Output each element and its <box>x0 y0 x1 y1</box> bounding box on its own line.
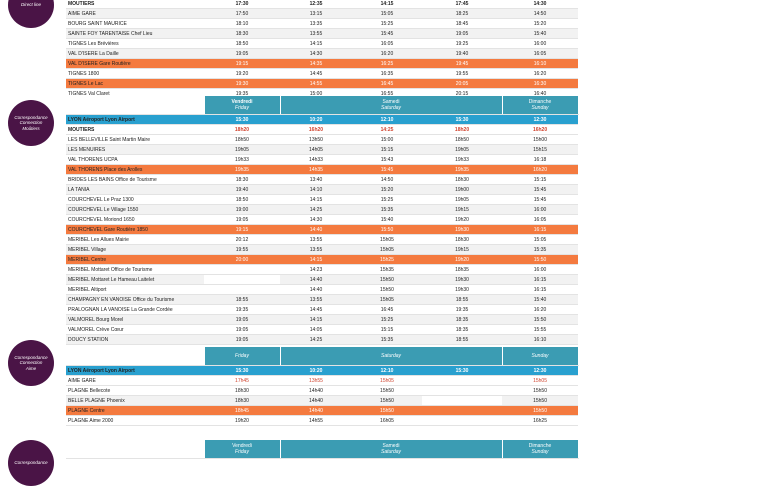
departure-time: 17:30 <box>204 0 280 9</box>
stop-name: LES BELLEVILLE Saint Martin Maire <box>66 135 204 145</box>
departure-time: 15h35 <box>352 265 422 275</box>
stop-name: MERIBEL Les Allues Mairie <box>66 235 204 245</box>
departure-time: 19h20 <box>204 416 280 426</box>
departure-time: 16:15 <box>502 285 578 295</box>
departure-time: 18:25 <box>422 9 502 19</box>
departure-time: 14h33 <box>280 155 352 165</box>
stop-name: COURCHEVEL Le Praz 1300 <box>66 195 204 205</box>
departure-time: 16:45 <box>352 305 422 315</box>
departure-time: 16:30 <box>502 79 578 89</box>
stop-name: PLAGNE Bellecote <box>66 386 204 396</box>
departure-time: 15h50 <box>502 406 578 416</box>
departure-time: 14:15 <box>352 0 422 9</box>
table-row <box>66 185 578 195</box>
departure-time: 14:30 <box>502 0 578 9</box>
departure-time: 18h50 <box>422 135 502 145</box>
stop-name: MERIBEL Mottaret Le Hameau Laitelet <box>66 275 204 285</box>
table-row <box>66 125 578 135</box>
stop-name: LYON Aéroport Lyon Airport <box>66 115 204 125</box>
departure-time: 18:35 <box>422 315 502 325</box>
departure-time: 18h50 <box>204 135 280 145</box>
table-row <box>66 205 578 215</box>
departure-time: 14:15 <box>280 195 352 205</box>
departure-time: 14h35 <box>280 165 352 175</box>
table-row <box>66 49 578 59</box>
badge-connection-moutiers <box>8 100 54 146</box>
stop-name: TIGNES Le Lac <box>66 79 204 89</box>
departure-time: 15h50 <box>352 386 422 396</box>
stop-name: PLAGNE Aime 2000 <box>66 416 204 426</box>
stop-name: TIGNES Les Brévières <box>66 39 204 49</box>
departure-time: 19:35 <box>204 89 280 99</box>
departure-time: 15:50 <box>352 225 422 235</box>
departure-time: 13:55 <box>280 29 352 39</box>
departure-time: 18:55 <box>422 335 502 345</box>
stop-name: LA TANIA <box>66 185 204 195</box>
departure-time: 14:40 <box>280 285 352 295</box>
departure-time: 14:50 <box>352 175 422 185</box>
stop-name: MOUTIERS <box>66 0 204 9</box>
departure-time: 15:40 <box>502 295 578 305</box>
departure-time: 14h40 <box>280 396 352 406</box>
departure-time: 16:10 <box>502 59 578 69</box>
stop-name: PRALOGNAN LA VANOISE La Grande Cordée <box>66 305 204 315</box>
table-row <box>66 235 578 245</box>
badge-line: Moûtiers <box>22 125 40 131</box>
departure-time: 14h40 <box>280 406 352 416</box>
table-row <box>66 335 578 345</box>
departure-time: 18h30 <box>422 235 502 245</box>
header-sunday: Sunday <box>502 347 578 366</box>
departure-time: 19h20 <box>422 215 502 225</box>
departure-time: 15:25 <box>352 195 422 205</box>
table-row <box>66 145 578 155</box>
departure-time: 13:55 <box>280 245 352 255</box>
departure-time: 19:05 <box>204 49 280 59</box>
header-saturday: Samedi Saturday <box>280 96 502 115</box>
departure-time: 15:20 <box>502 19 578 29</box>
departure-time: 17h45 <box>204 376 280 386</box>
departure-time: 16:35 <box>352 69 422 79</box>
departure-time: 15h15 <box>502 145 578 155</box>
table-row <box>66 325 578 335</box>
stop-name: VALMOREL Crève Cœur <box>66 325 204 335</box>
table-row <box>66 396 578 406</box>
departure-time: 19:45 <box>422 59 502 69</box>
table-row <box>66 225 578 235</box>
departure-time: 19:40 <box>422 49 502 59</box>
departure-time: 14:40 <box>280 225 352 235</box>
departure-time: 16:15 <box>502 275 578 285</box>
table-row <box>66 39 578 49</box>
stop-name: LES MENUIRES <box>66 145 204 155</box>
departure-time: 14:23 <box>280 265 352 275</box>
departure-time: 15:50 <box>502 255 578 265</box>
stop-name: VAL THORENS UCPA <box>66 155 204 165</box>
departure-time: 14:35 <box>280 59 352 69</box>
departure-time: 19:05 <box>422 29 502 39</box>
departure-time: 15h50 <box>502 386 578 396</box>
stop-name: LYON Aéroport Lyon Airport <box>66 366 204 376</box>
departure-time: 15:43 <box>352 155 422 165</box>
departure-time: 15:25 <box>352 19 422 29</box>
departure-time: 16:20 <box>502 305 578 315</box>
departure-time: 19:30 <box>204 79 280 89</box>
table-row <box>66 315 578 325</box>
departure-time: 19:05 <box>204 325 280 335</box>
stop-name: DOUCY STATION <box>66 335 204 345</box>
header-friday: Friday <box>204 347 280 366</box>
departure-time: 12:35 <box>280 0 352 9</box>
departure-time: 12:30 <box>502 115 578 125</box>
table-row <box>66 215 578 225</box>
departure-time: 18:50 <box>204 195 280 205</box>
departure-time: 19h00 <box>422 185 502 195</box>
departure-time: 19h33 <box>422 155 502 165</box>
table-row <box>66 195 578 205</box>
departure-time: 16:10 <box>502 335 578 345</box>
badge-connection-aime <box>8 340 54 386</box>
departure-time: 18:50 <box>204 39 280 49</box>
departure-time: 20:05 <box>422 79 502 89</box>
departure-time: 15:30 <box>422 115 502 125</box>
departure-time: 19h30 <box>422 285 502 295</box>
departure-time: 14:05 <box>280 325 352 335</box>
departure-time <box>422 376 502 386</box>
stop-name: BOURG SAINT MAURICE <box>66 19 204 29</box>
departure-time: 16:00 <box>502 205 578 215</box>
departure-time: 16:05 <box>502 215 578 225</box>
departure-time <box>204 265 280 275</box>
departure-time: 15:55 <box>502 325 578 335</box>
stop-name: AIME GARE <box>66 9 204 19</box>
departure-time: 18h20 <box>422 125 502 135</box>
departure-time: 15:00 <box>280 89 352 99</box>
departure-time: 19:05 <box>204 335 280 345</box>
departure-time: 15:15 <box>352 325 422 335</box>
departure-time: 14:30 <box>280 215 352 225</box>
stop-name: SAINTE FOY TARENTAISE Chef Lieu <box>66 29 204 39</box>
departure-time: 15h50 <box>352 396 422 406</box>
timetable-bottom <box>66 440 579 459</box>
departure-time <box>204 285 280 295</box>
departure-time: 13h50 <box>280 135 352 145</box>
departure-time: 15h05 <box>352 295 422 305</box>
badge-line: Correspondance <box>14 460 48 466</box>
departure-time: 15:35 <box>352 205 422 215</box>
table-row <box>66 0 578 9</box>
departure-time: 15h00 <box>502 135 578 145</box>
departure-time: 12:10 <box>352 366 422 376</box>
departure-time: 16:55 <box>352 89 422 99</box>
departure-time: 15:30 <box>204 115 280 125</box>
departure-time <box>422 396 502 406</box>
departure-time: 15h50 <box>502 396 578 406</box>
departure-time: 18:55 <box>204 295 280 305</box>
departure-time: 14h40 <box>280 386 352 396</box>
departure-time: 19h35 <box>204 165 280 175</box>
badge-line: Direct line <box>20 2 41 8</box>
table-row <box>66 416 578 426</box>
stop-name: PLAGNE Centre <box>66 406 204 416</box>
table-row <box>66 376 578 386</box>
departure-time: 16h05 <box>352 416 422 426</box>
departure-time: 16:05 <box>502 49 578 59</box>
departure-time: 10:20 <box>280 115 352 125</box>
departure-time: 15:05 <box>352 9 422 19</box>
departure-time: 15h05 <box>352 245 422 255</box>
departure-time: 13h55 <box>280 376 352 386</box>
departure-time: 15:20 <box>352 185 422 195</box>
departure-time: 15:30 <box>204 366 280 376</box>
departure-time: 16h20 <box>502 125 578 135</box>
table-row <box>66 285 578 295</box>
departure-time: 19:55 <box>204 245 280 255</box>
table-row <box>66 255 578 265</box>
departure-time: 18h45 <box>204 406 280 416</box>
departure-time: 13:15 <box>280 9 352 19</box>
stop-name: VAL D'ISERE Gare Routière <box>66 59 204 69</box>
departure-time: 14:50 <box>502 9 578 19</box>
timetable-moutiers <box>66 96 579 345</box>
stop-name: COURCHEVEL Gare Routière 1850 <box>66 225 204 235</box>
departure-time: 19h05 <box>422 195 502 205</box>
stop-name: MERIBEL Mottaret Office de Tourisme <box>66 265 204 275</box>
table-row <box>66 9 578 19</box>
stop-name: COURCHEVEL Moriond 1650 <box>66 215 204 225</box>
badge-connection <box>8 440 54 486</box>
departure-time: 15:25 <box>352 315 422 325</box>
header-sunday: Dimanche Sunday <box>502 96 578 115</box>
badge-line: Aime <box>25 365 37 371</box>
departure-time: 15h25 <box>352 255 422 265</box>
stop-name: MERIBEL Altiport <box>66 285 204 295</box>
departure-time: 16:40 <box>502 89 578 99</box>
departure-time: 19:20 <box>204 69 280 79</box>
stop-name: BELLE PLAGNE Phoenix <box>66 396 204 406</box>
departure-time: 16:25 <box>352 59 422 69</box>
departure-time: 14:25 <box>280 205 352 215</box>
departure-time: 15:50 <box>502 315 578 325</box>
departure-time: 19:55 <box>422 69 502 79</box>
departure-time: 15h05 <box>352 235 422 245</box>
badge-line: Connection <box>19 120 43 126</box>
departure-time: 19h35 <box>422 165 502 175</box>
table-row <box>66 29 578 39</box>
stop-name: VAL D'ISERE La Daille <box>66 49 204 59</box>
departure-time: 14h55 <box>280 416 352 426</box>
departure-time: 14:45 <box>280 69 352 79</box>
departure-time: 16:00 <box>502 265 578 275</box>
departure-time: 15:45 <box>502 185 578 195</box>
departure-time: 18:45 <box>422 19 502 29</box>
departure-time: 16:15 <box>502 225 578 235</box>
departure-time: 16:18 <box>502 155 578 165</box>
departure-time: 18h20 <box>204 125 280 135</box>
departure-time: 14:45 <box>280 305 352 315</box>
departure-time: 19h05 <box>204 145 280 155</box>
departure-time: 18:55 <box>422 295 502 305</box>
departure-time: 14:15 <box>280 315 352 325</box>
departure-time: 15h05 <box>352 376 422 386</box>
departure-time: 19:25 <box>422 39 502 49</box>
departure-time: 15:45 <box>352 165 422 175</box>
departure-time: 14h05 <box>280 145 352 155</box>
stop-name: VAL THORENS Place des Arolles <box>66 165 204 175</box>
departure-time: 16h25 <box>502 416 578 426</box>
departure-time: 20:12 <box>204 235 280 245</box>
departure-time: 19h15 <box>422 245 502 255</box>
departure-time: 18h35 <box>422 265 502 275</box>
departure-time: 19:05 <box>204 315 280 325</box>
departure-time: 19:40 <box>204 185 280 195</box>
departure-time: 13:35 <box>280 19 352 29</box>
table-row <box>66 275 578 285</box>
departure-time: 10:20 <box>280 366 352 376</box>
departure-time: 15:35 <box>352 335 422 345</box>
table-row <box>66 406 578 416</box>
departure-time: 19h15 <box>422 205 502 215</box>
departure-time: 17:45 <box>422 0 502 9</box>
timetable-direct <box>66 0 578 99</box>
departure-time: 15:45 <box>502 195 578 205</box>
departure-time: 18:35 <box>422 325 502 335</box>
departure-time: 18:10 <box>204 19 280 29</box>
badge-line: Connection <box>19 360 43 366</box>
departure-time: 19h30 <box>422 275 502 285</box>
departure-time: 18h30 <box>204 396 280 406</box>
table-row <box>66 79 578 89</box>
stop-name: MERIBEL Village <box>66 245 204 255</box>
departure-time: 18:30 <box>204 175 280 185</box>
departure-time: 20:15 <box>422 89 502 99</box>
table-row <box>66 265 578 275</box>
departure-time: 19:05 <box>204 215 280 225</box>
table-row <box>66 69 578 79</box>
table-row <box>66 175 578 185</box>
departure-time: 14:25 <box>352 125 422 135</box>
table-row <box>66 295 578 305</box>
header-saturday: Saturday <box>280 347 502 366</box>
departure-time: 15h50 <box>352 275 422 285</box>
departure-time: 20:00 <box>204 255 280 265</box>
departure-time: 18h30 <box>422 175 502 185</box>
badge-line: Correspondance <box>14 354 48 360</box>
departure-time: 19h30 <box>422 225 502 235</box>
header-saturday: Samedi Saturday <box>280 440 502 459</box>
stop-name: MERIBEL Centre <box>66 255 204 265</box>
departure-time <box>422 416 502 426</box>
departure-time: 16h20 <box>280 125 352 135</box>
departure-time: 19h33 <box>204 155 280 165</box>
departure-time: 16:45 <box>352 79 422 89</box>
departure-time: 15:15 <box>352 145 422 155</box>
departure-time: 12:10 <box>352 115 422 125</box>
departure-time: 15:40 <box>502 29 578 39</box>
table-row <box>66 115 578 125</box>
departure-time: 19h05 <box>422 145 502 155</box>
header-friday: Vendredi Friday <box>204 96 280 115</box>
departure-time: 19:35 <box>204 305 280 315</box>
badge-direct-line <box>8 0 54 28</box>
table-row <box>66 245 578 255</box>
table-row <box>66 135 578 145</box>
header-friday: Vendredi Friday <box>204 440 280 459</box>
departure-time: 15:40 <box>352 215 422 225</box>
departure-time: 14:15 <box>280 255 352 265</box>
departure-time: 17:50 <box>204 9 280 19</box>
departure-time: 15:30 <box>422 366 502 376</box>
header-sunday: Dimanche Sunday <box>502 440 578 459</box>
stop-name: BRIDES LES BAINS Office de Tourisme <box>66 175 204 185</box>
departure-time: 15:05 <box>502 235 578 245</box>
departure-time: 15h50 <box>352 285 422 295</box>
departure-time: 16:00 <box>502 39 578 49</box>
departure-time: 18h30 <box>204 386 280 396</box>
stop-name: TIGNES 1800 <box>66 69 204 79</box>
departure-time: 12:30 <box>502 366 578 376</box>
table-row <box>66 366 578 376</box>
departure-time: 13:40 <box>280 175 352 185</box>
departure-time: 16:20 <box>502 69 578 79</box>
table-row <box>66 59 578 69</box>
departure-time: 15h50 <box>352 406 422 416</box>
departure-time: 15:15 <box>502 175 578 185</box>
departure-time: 15:35 <box>502 245 578 255</box>
departure-time: 14:30 <box>280 49 352 59</box>
departure-time: 19:15 <box>204 225 280 235</box>
departure-time <box>422 406 502 416</box>
badge-line: Correspondance <box>14 114 48 120</box>
departure-time: 19:00 <box>204 205 280 215</box>
stop-name: CHAMPAGNY EN VANOISE Office du Tourisme <box>66 295 204 305</box>
departure-time: 19:15 <box>204 59 280 69</box>
departure-time: 15:45 <box>352 29 422 39</box>
departure-time: 14:10 <box>280 185 352 195</box>
departure-time: 14:55 <box>280 79 352 89</box>
table-row <box>66 305 578 315</box>
departure-time: 16:05 <box>352 39 422 49</box>
departure-time: 13:55 <box>280 295 352 305</box>
departure-time: 15:00 <box>352 135 422 145</box>
departure-time: 19h20 <box>422 255 502 265</box>
stop-name: MOUTIERS <box>66 125 204 135</box>
departure-time: 16:20 <box>352 49 422 59</box>
timetable-aime <box>66 347 579 426</box>
stop-name: AIME GARE <box>66 376 204 386</box>
departure-time: 19:35 <box>422 305 502 315</box>
table-row <box>66 155 578 165</box>
departure-time: 13:55 <box>280 235 352 245</box>
stop-name: VALMOREL Bourg Morel <box>66 315 204 325</box>
stop-name: TIGNES Val Claret <box>66 89 204 99</box>
departure-time <box>422 386 502 396</box>
departure-time: 15h05 <box>502 376 578 386</box>
departure-time: 16h20 <box>502 165 578 175</box>
departure-time: 14:40 <box>280 275 352 285</box>
departure-time <box>204 275 280 285</box>
departure-time: 18:30 <box>204 29 280 39</box>
departure-time: 14:25 <box>280 335 352 345</box>
table-row <box>66 386 578 396</box>
stop-name: COURCHEVEL Le Village 1550 <box>66 205 204 215</box>
table-row <box>66 19 578 29</box>
departure-time: 14:15 <box>280 39 352 49</box>
table-row <box>66 165 578 175</box>
